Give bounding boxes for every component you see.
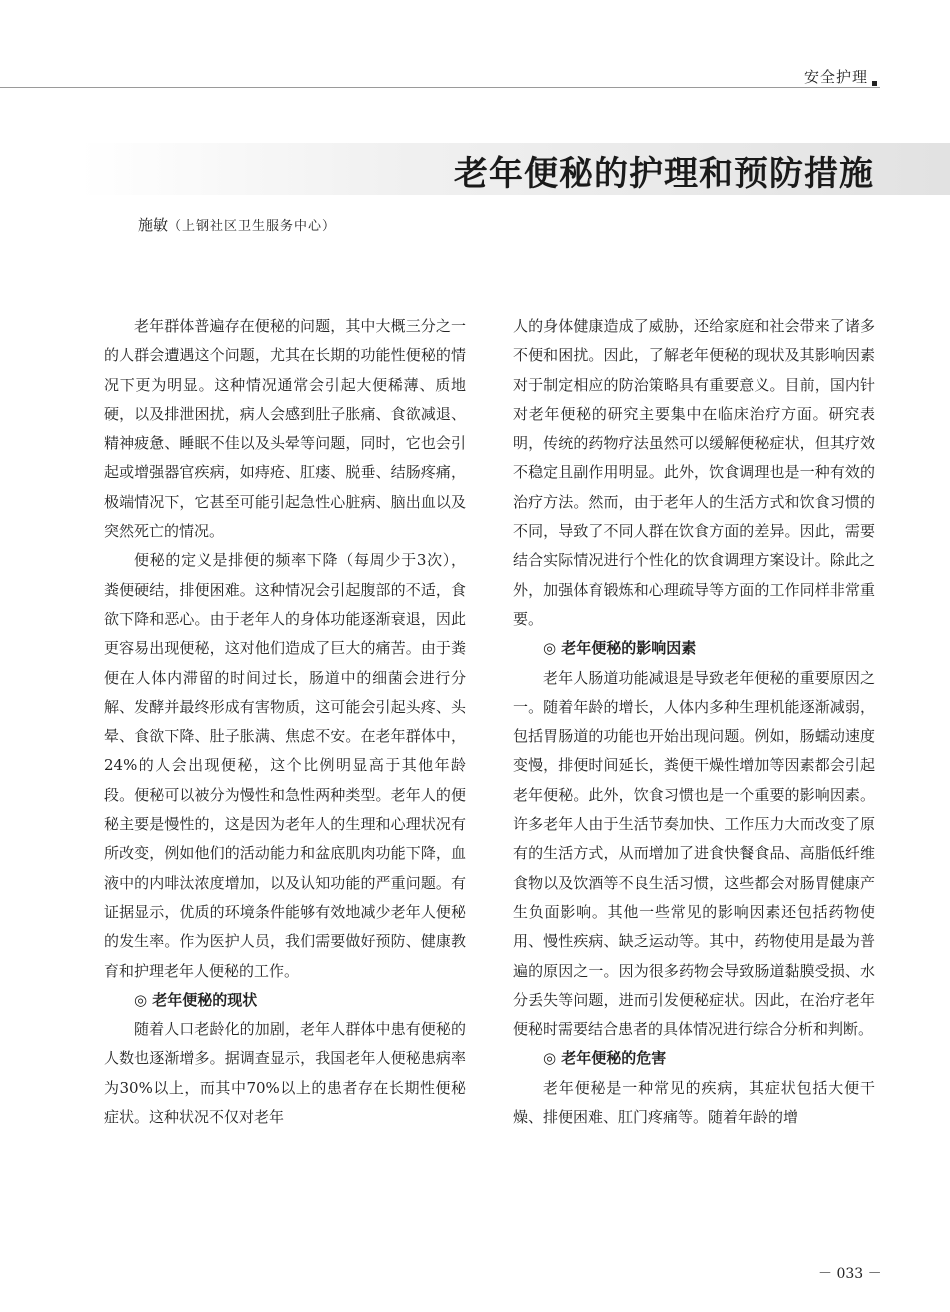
paragraph-harms: 老年便秘是一种常见的疾病，其症状包括大便干燥、排便困难、肛门疼痛等。随着年龄的增 [513, 1078, 875, 1127]
section-label: 安全护理 [803, 68, 868, 86]
paragraph-status: 随着人口老龄化的加剧，老年人群体中患有便秘的人数也逐渐增多。据调查显示，我国老年人便秘患病率为30%以上，而其中70%以上的患者存在长期性便秘症状。这种状况不仅对老年 [104, 1020, 466, 1127]
paragraph-factors: 老年人肠道功能减退是导致老年便秘的重要原因之一。随着年龄的增长，人体内多种生理机能逐渐减弱，包括胃肠道的功能也开始出现问题。例如，肠蠕动速度变慢，排便时间延长，粪便干燥性增加等因素都会引起老年便秘。此外，饮食习惯也是一个重要的影响因素。许多老年人由于生活节奏加快、工作压力大而改变了原有的生活方式，从而增加了进食快餐食品、高脂低纤维食物以及饮酒等不良生活习惯，这些都会对肠胃健康产生负面影响。其他一些常见的影响因素还包括药物使用、慢性疾病、缺乏运动等。其中，药物使用是最为普遍的原因之一。因为很多药物会导致肠道黏膜受损、水分丢失等问题，进而引发便秘症状。因此，在治疗老年便秘时需要结合患者的具体情况进行综合分析和判断。 [513, 668, 875, 1039]
paragraph-intro: 老年群体普遍存在便秘的问题，其中大概三分之一的人群会遭遇这个问题，尤其在长期的功能性便秘的情况下更为明显。这种情况通常会引起大便稀薄、质地硬，以及排泄困扰，病人会感到肚子胀痛、食欲减退、精神疲惫、睡眠不佳以及头晕等问题，同时，它也会引起或增强器官疾病，如痔疮、肛瘘、脱垂、结肠疼痛，极端情况下，它甚至可能引起急性心脏病、脑出血以及突然死亡的情况。 [104, 317, 466, 541]
author-name: 施敏 [138, 216, 169, 234]
section-heading-status: ◎ 老年便秘的现状 [134, 990, 258, 1009]
author-line [138, 214, 336, 235]
left-column [104, 312, 466, 1132]
section-heading-factors: ◎ 老年便秘的影响因素 [543, 639, 697, 658]
header-rule [0, 87, 880, 88]
section-marker [872, 81, 877, 86]
paragraph-status-continued: 人的身体健康造成了威胁，还给家庭和社会带来了诸多不便和困扰。因此，了解老年便秘的现状及其影响因素对于制定相应的防治策略具有重要意义。目前，国内针对老年便秘的研究主要集中在临床治疗方面。研究表明，传统的药物疗法虽然可以缓解便秘症状，但其疗效不稳定且副作用明显。此外，饮食调理也是一种有效的治疗方法。然而，由于老年人的生活方式和饮食习惯的不同，导致了不同人群在饮食方面的差异。因此，需要结合实际情况进行个性化的饮食调理方案设计。除此之外，加强体育锻炼和心理疏导等方面的工作同样非常重要。 [513, 317, 875, 628]
paragraph-definition: 便秘的定义是排便的频率下降（每周少于3次），粪便硬结，排便困难。这种情况会引起腹部的不适，食欲下降和恶心。由于老年人的身体功能逐渐衰退，因此更容易出现便秘，这对他们造成了巨大的痛苦。由于粪便在人体内滞留的时间过长，肠道中的细菌会进行分解、发酵并最终形成有害物质，这可能会引起头疼、头晕、食欲下降、肚子胀满、焦虑不安。在老年群体中，24%的人会出现便秘，这个比例明显高于其他年龄段。便秘可以被分为慢性和急性两种类型。老年人的便秘主要是慢性的，这是因为老年人的生理和心理状况有所改变，例如他们的活动能力和盆底肌肉功能下降，血液中的内啡汰浓度增加，以及认知功能的严重问题。有证据显示，优质的环境条件能够有效地减少老年人便秘的发生率。作为医护人员，我们需要做好预防、健康教育和护理老年人便秘的工作。 [104, 551, 466, 980]
page-number: － 033 － [818, 1266, 882, 1282]
right-column [513, 312, 875, 1132]
author-affiliation: （上钢社区卫生服务中心） [168, 219, 337, 234]
section-heading-harms: ◎ 老年便秘的危害 [543, 1049, 667, 1068]
article-title: 老年便秘的护理和预防措施 [454, 154, 874, 194]
